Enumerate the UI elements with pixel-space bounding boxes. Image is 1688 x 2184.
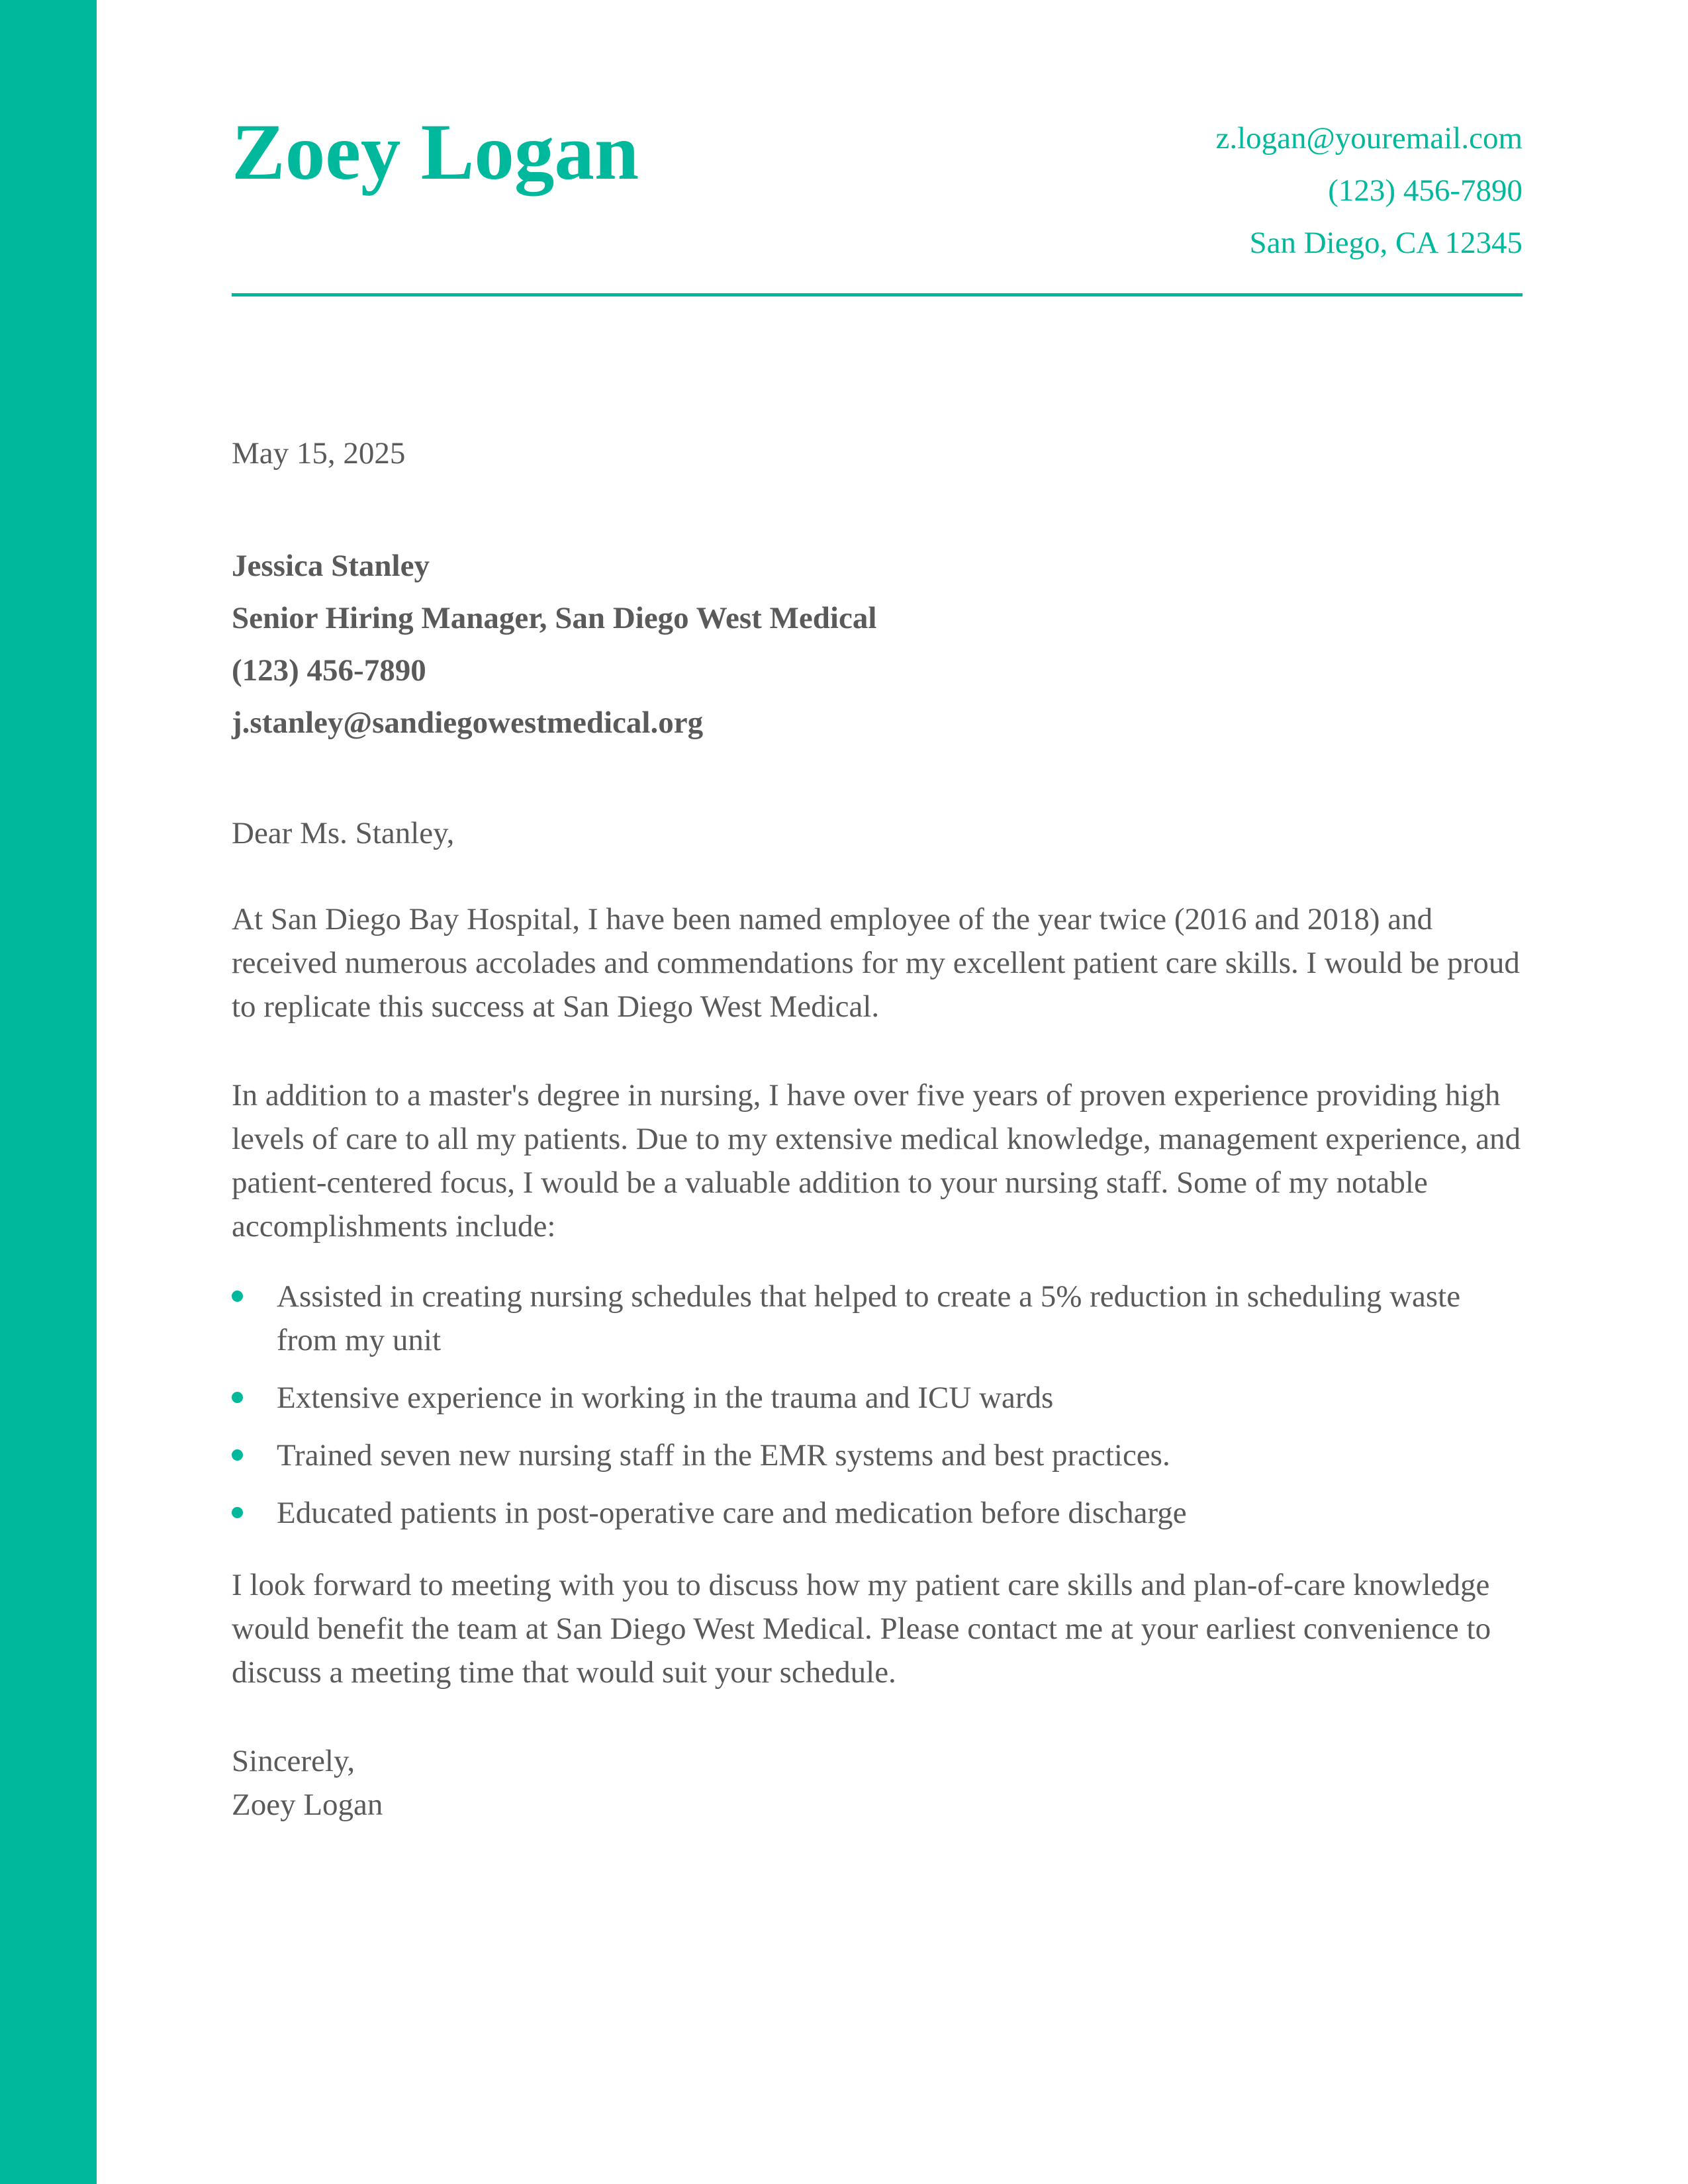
- bullet-dot-icon: [232, 1507, 243, 1518]
- letter-header: [232, 0, 1523, 298]
- list-item-text: Educated patients in post-operative care and medication before discharge: [277, 1496, 1187, 1530]
- signature-block: [232, 1739, 383, 1827]
- recipient-name: Jessica Stanley: [232, 549, 430, 583]
- list-item: [232, 1491, 1523, 1535]
- recipient-title: Senior Hiring Manager, San Diego West Medical: [232, 601, 877, 635]
- sender-name: Zoey Logan: [232, 108, 639, 197]
- bullet-dot-icon: [232, 1392, 243, 1403]
- closing-paragraph: I look forward to meeting with you to discuss how my patient care skills and plan-of-care knowledge would benefit the team at San Diego West Medical. Please contact me at your earliest convenience to discuss a meeting time that would suit your schedule.: [232, 1568, 1491, 1690]
- body-paragraph: In addition to a master's degree in nursing, I have over five years of proven experience providing high levels of care to all my patients. Due to my extensive medical knowledge, management experience, and patient-centered focus, I would be a valuable addition to your nursing staff. Some of my notable accomplishments include:: [232, 1078, 1521, 1244]
- sender-email: z.logan@youremail.com: [1215, 121, 1523, 156]
- accent-sidebar: [0, 0, 97, 2184]
- list-item-text: Assisted in creating nursing schedules that helped to create a 5% reduction in scheduling waste from my unit: [277, 1279, 1461, 1357]
- list-item: [232, 1376, 1523, 1420]
- recipient-block: [232, 540, 876, 749]
- header-divider: [232, 293, 1523, 296]
- recipient-email: j.stanley@sandiegowestmedical.org: [232, 705, 704, 740]
- recipient-phone: (123) 456-7890: [232, 653, 426, 688]
- list-item: [232, 1433, 1523, 1477]
- list-item: [232, 1275, 1523, 1362]
- list-item-text: Trained seven new nursing staff in the EMR systems and best practices.: [277, 1438, 1170, 1473]
- sender-location: San Diego, CA 12345: [1249, 226, 1523, 260]
- bullet-dot-icon: [232, 1449, 243, 1461]
- signature-name: Zoey Logan: [232, 1788, 383, 1822]
- sender-contact-block: [1215, 113, 1523, 269]
- sign-off: Sincerely,: [232, 1744, 355, 1778]
- letter-date: May 15, 2025: [232, 436, 406, 471]
- accomplishments-list: [232, 1275, 1523, 1549]
- list-item-text: Extensive experience in working in the trauma and ICU wards: [277, 1381, 1054, 1415]
- bullet-dot-icon: [232, 1291, 243, 1302]
- sender-phone: (123) 456-7890: [1328, 173, 1523, 208]
- body-paragraph: At San Diego Bay Hospital, I have been named employee of the year twice (2016 and 2018) and received numerous accolades and commendations for my excellent patient care skills. I would be proud to replicate this success at San Diego West Medical.: [232, 902, 1520, 1024]
- salutation: Dear Ms. Stanley,: [232, 816, 455, 850]
